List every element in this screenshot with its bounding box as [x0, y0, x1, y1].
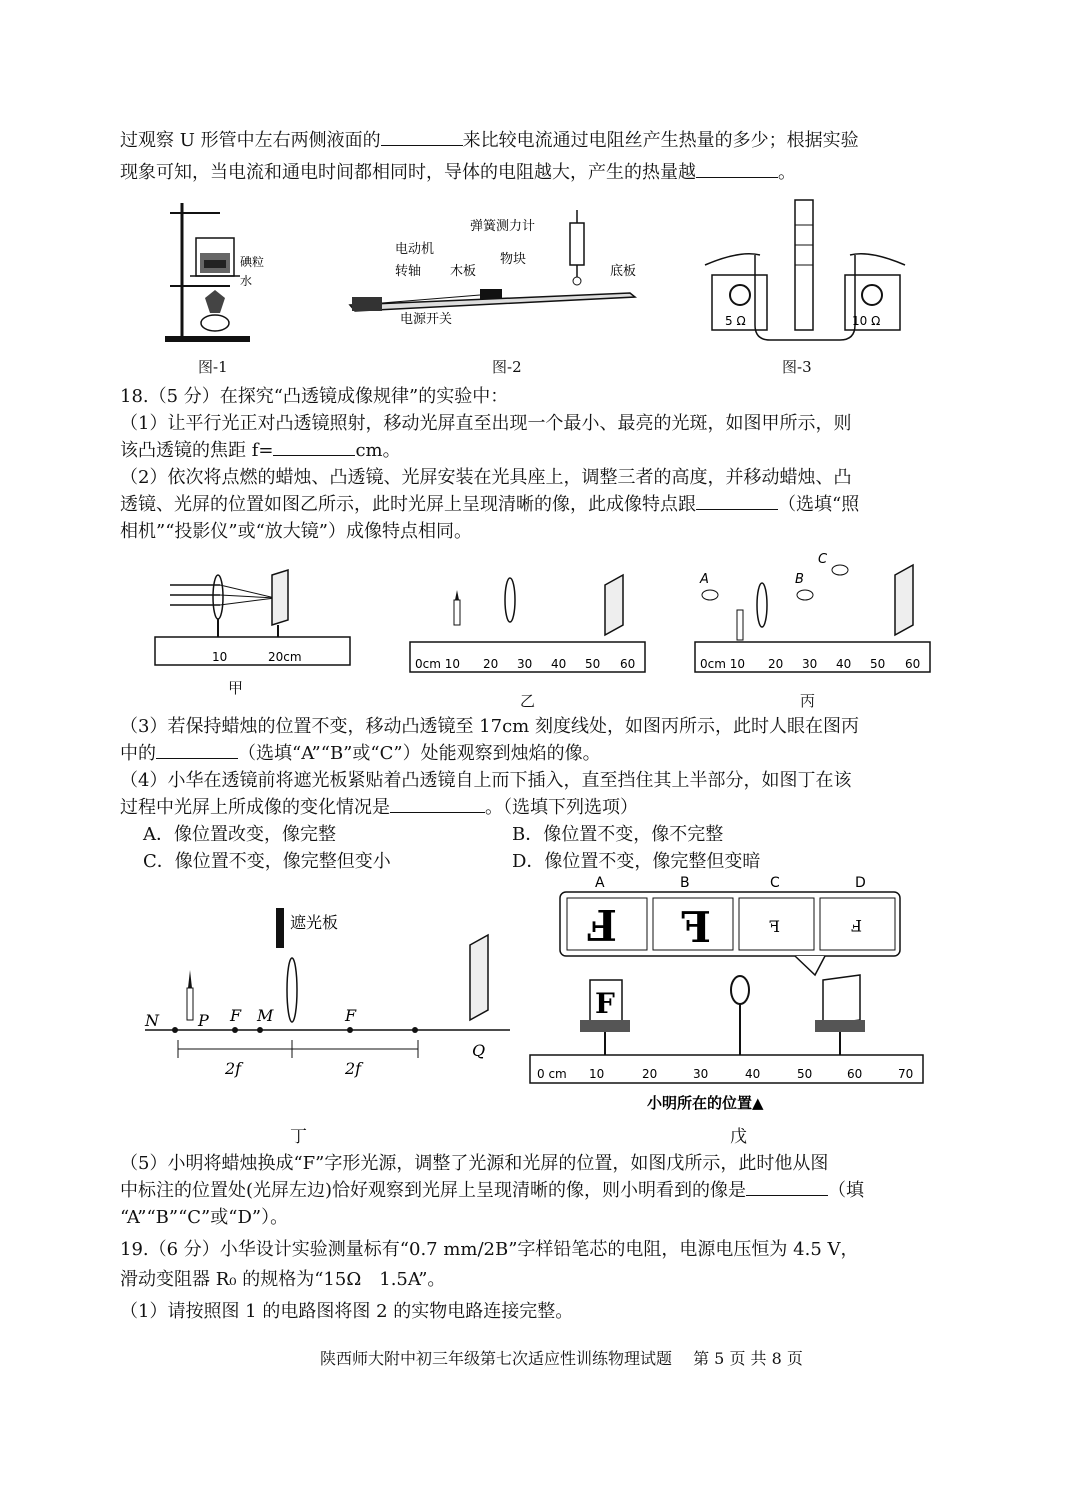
q18-part1-line2 — [120, 437, 970, 464]
figure-yi-caption: 乙 — [520, 692, 536, 710]
point-f-right: F — [345, 1006, 357, 1025]
distance-2f-left: 2f — [225, 1059, 242, 1078]
q18-heading: 18.（5 分）在探究“凸透镜成像规律”的实验中： — [120, 386, 509, 407]
tick-label: 50 — [797, 1067, 813, 1081]
label-power-switch: 电源开关 — [400, 312, 453, 327]
q18-part3-line1: （3）若保持蜡烛的位置不变，移动凸透镜至 17cm 刻度线处，如图丙所示，此时人眼在图丙 — [120, 716, 859, 737]
tick-label: 30 — [802, 657, 818, 671]
label-motor: 电动机 — [395, 242, 435, 257]
q18-part5-line2 — [120, 1177, 970, 1204]
label-iodine: 碘粒 — [240, 255, 265, 269]
q17-text-d: 。 — [778, 162, 796, 183]
label-base: 底板 — [610, 264, 637, 279]
tick-20cm: 20cm — [268, 650, 302, 664]
q18-part4-text: 过程中光屏上所成像的变化情况是 — [120, 797, 390, 818]
point-m: M — [257, 1006, 274, 1025]
f-light-source-label: F — [595, 987, 615, 1020]
figure-bing-caption: 丙 — [800, 692, 816, 710]
q18-part1-line1: （1）让平行光正对凸透镜照射，移动光屏直至出现一个最小、最亮的光斑，如图甲所示，则 — [120, 413, 852, 434]
tick-label: 0cm 10 — [415, 657, 461, 671]
tick-label: 0 cm — [537, 1067, 567, 1081]
q18-part5-text: 中标注的位置处(光屏左边)恰好观察到光屏上呈现清晰的像，则小明看到的像是 — [120, 1180, 747, 1201]
option-d: D．像位置不变，像完整但变暗 — [512, 851, 761, 872]
q18-part1-unit: cm。 — [355, 440, 401, 461]
tick-label: 40 — [836, 657, 852, 671]
figure-bing — [690, 545, 935, 680]
answer-blank[interactable] — [390, 794, 485, 813]
q18-part4-hint: 。（选填下列选项） — [485, 797, 638, 818]
tick-label: 70 — [898, 1067, 914, 1081]
svg-text:F: F — [587, 900, 617, 949]
tick-label: 20 — [768, 657, 784, 671]
option-label-b: B — [680, 875, 690, 891]
q18-part5-line3: “A”“B”“C”或“D”）。 — [120, 1207, 289, 1228]
option-a: A．像位置改变，像完整 — [143, 824, 336, 845]
q18-part3-text: 中的 — [120, 743, 156, 764]
figure-3 — [700, 195, 910, 345]
label-spring-scale: 弹簧测力计 — [470, 219, 536, 234]
eye-b-label: B — [795, 572, 804, 587]
answer-blank[interactable] — [273, 437, 355, 456]
q18-part1-text: 该凸透镜的焦距 f= — [120, 440, 274, 461]
figure-yi — [405, 570, 650, 680]
figure-1-caption: 图-1 — [198, 358, 228, 376]
answer-blank[interactable] — [696, 491, 778, 510]
page-footer: 陕西师大附中初三年级第七次适应性训练物理试题 第 5 页 共 8 页 — [320, 1349, 803, 1368]
label-resistor-5: 5 Ω — [725, 314, 746, 328]
q17-line1 — [120, 127, 970, 154]
q19-line1: 19.（6 分）小华设计实验测量标有“0.7 mm/2B”字样铅笔芯的电阻，电源电压恒为 4.5 V， — [120, 1239, 859, 1260]
q19-line2: 滑动变阻器 R₀ 的规格为“15Ω 1.5A”。 — [120, 1269, 446, 1290]
label-board: 木板 — [450, 264, 477, 279]
q17-text-b: 来比较电流通过电阻丝产生热量的多少；根据实验 — [462, 130, 859, 151]
q18-part3-line2 — [120, 740, 970, 767]
q18-part5-hint: （填 — [828, 1180, 865, 1201]
option-b: B．像位置不变，像不完整 — [512, 824, 724, 845]
q18-part3-hint: （选填“A”“B”或“C”）处能观察到烛焰的像。 — [238, 743, 601, 764]
option-label-c: C — [770, 875, 780, 891]
figure-wu-caption: 戊 — [730, 1127, 747, 1147]
point-f-left: F — [230, 1006, 242, 1025]
tick-label: 20 — [483, 657, 499, 671]
answer-blank[interactable] — [381, 127, 463, 146]
option-label-a: A — [595, 875, 605, 891]
tick-label: 40 — [551, 657, 567, 671]
tick-label: 50 — [870, 657, 886, 671]
tick-label: 40 — [745, 1067, 761, 1081]
q17-line2 — [120, 159, 970, 186]
q18-part2-line2 — [120, 491, 970, 518]
answer-blank[interactable] — [696, 159, 778, 178]
label-shaft: 转轴 — [395, 264, 422, 279]
q18-part2-hint: （选填“照 — [778, 494, 860, 515]
eye-a-label: A — [700, 572, 709, 587]
figure-jia-caption: 甲 — [228, 679, 244, 697]
q18-part5-line1: （5）小明将蜡烛换成“F”字形光源，调整了光源和光屏的位置，如图戊所示，此时他从图 — [120, 1153, 829, 1174]
answer-blank[interactable] — [746, 1177, 828, 1196]
option-c: C．像位置不变，像完整但变小 — [143, 851, 391, 872]
answer-blank[interactable] — [156, 740, 238, 759]
label-water: 水 — [240, 274, 253, 288]
distance-2f-right: 2f — [345, 1059, 362, 1078]
q18-part4-line1: （4）小华在透镜前将遮光板紧贴着凸透镜自上而下插入，直至挡住其上半部分，如图丁在该 — [120, 770, 852, 791]
point-q: Q — [472, 1041, 486, 1060]
point-n: N — [145, 1011, 159, 1030]
svg-text:F: F — [681, 903, 711, 952]
figure-3-caption: 图-3 — [782, 358, 812, 376]
figure-1 — [160, 198, 280, 348]
tick-10: 10 — [212, 650, 228, 664]
figure-2 — [340, 205, 670, 335]
label-shade: 遮光板 — [290, 913, 339, 932]
q17-text-c: 现象可知，当电流和通电时间都相同时，导体的电阻越大，产生的热量越 — [120, 162, 696, 183]
q18-part4-line2 — [120, 794, 970, 821]
point-p: P — [198, 1011, 209, 1030]
tick-label: 60 — [847, 1067, 863, 1081]
q18-part2-line1: （2）依次将点燃的蜡烛、凸透镜、光屏安装在光具座上，调整三者的高度，并移动蜡烛、凸 — [120, 467, 852, 488]
label-resistor-10: 10 Ω — [852, 314, 881, 328]
q18-part2-line3: 相机”“投影仪”或“放大镜”）成像特点相同。 — [120, 521, 473, 542]
tick-label: 60 — [905, 657, 921, 671]
tick-label: 60 — [620, 657, 636, 671]
tick-label: 30 — [517, 657, 533, 671]
q18-part2-text: 透镜、光屏的位置如图乙所示，此时光屏上呈现清晰的像，此成像特点跟 — [120, 494, 696, 515]
option-label-d: D — [855, 875, 866, 891]
svg-text:F: F — [850, 916, 862, 935]
figure-2-caption: 图-2 — [492, 358, 522, 376]
q19-line3: （1）请按照图 1 的电路图将图 2 的实物电路连接完整。 — [120, 1301, 574, 1322]
tick-label: 20 — [642, 1067, 658, 1081]
xiaoming-position-label: 小明所在的位置▲ — [647, 1094, 764, 1112]
figure-ding — [140, 900, 520, 1100]
figure-jia — [150, 565, 360, 675]
q17-text-a: 过观察 U 形管中左右两侧液面的 — [120, 130, 381, 151]
tick-label: 50 — [585, 657, 601, 671]
tick-label: 30 — [693, 1067, 709, 1081]
figure-wu — [525, 870, 930, 1120]
figure-ding-caption: 丁 — [290, 1127, 307, 1147]
label-block: 物块 — [500, 252, 527, 267]
tick-label: 10 — [589, 1067, 605, 1081]
tick-label: 0cm 10 — [700, 657, 746, 671]
svg-text:F: F — [768, 917, 780, 936]
eye-c-label: C — [818, 552, 828, 567]
